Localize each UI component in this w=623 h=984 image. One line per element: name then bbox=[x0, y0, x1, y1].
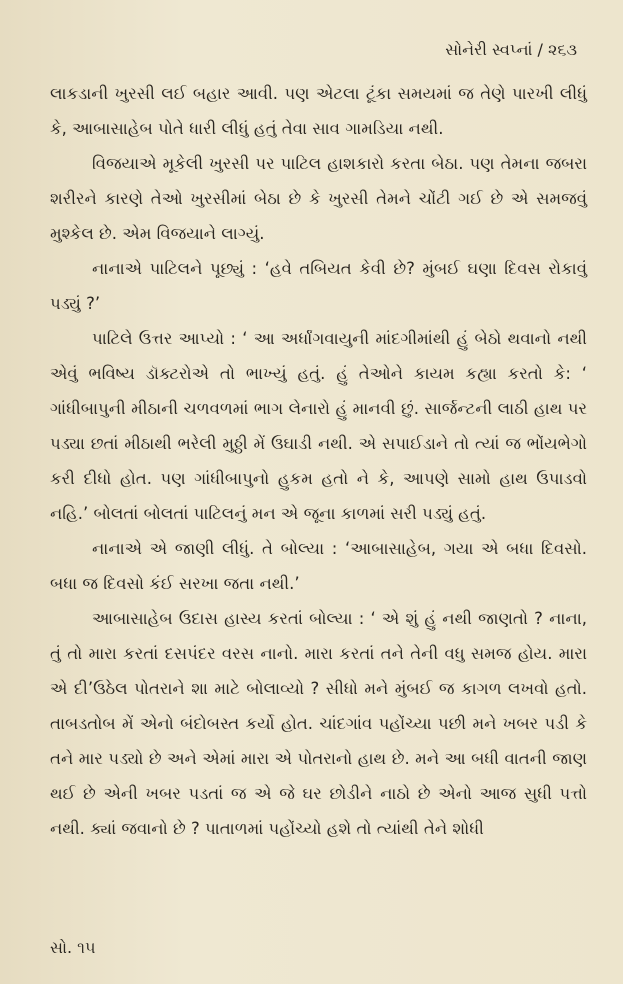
paragraph: પાટિલે ઉત્તર આપ્યો : ‘ આ અર્ધાંગવાયુની માંદગીમાંથી હું બેઠો થવાનો નથી એવું ભવિષ્ય ડૉક્ટરોએ તો ભાખ્યું હતું. હું તેઓને કાયમ કહ્યા કરતો કે: ‘ ગાંધીબાપુની મીઠાની ચળવળમાં ભાગ લેનારો હું માનવી છું. સાર્જન્ટની લાઠી હાથ પર પડ્યા છતાં મીઠાથી ભરેલી મુઠ્ઠી મેં ઉઘાડી નથી. એ સપાઈડાને તો ત્યાં જ ભોંયભેગો કરી દીધો હોત. પણ ગાંધીબાપુનો હુકમ હતો ને કે, આપણે સામો હાથ ઉપાડવો નહિ.’ બોલતાં બોલતાં પાટિલનું મન એ જૂના કાળમાં સરી પડ્યું હતું. bbox=[50, 329, 587, 523]
running-header: સોનેરી સ્વપ્નાં / ૨૬૩ bbox=[445, 40, 577, 59]
paragraph: નાનાએ પાટિલને પૂછ્યું : ‘હવે તબિયત કેવી છે? મુંબઈ ઘણા દિવસ રોકાવું પડ્યું ?’ bbox=[50, 259, 587, 313]
body-text bbox=[50, 76, 587, 846]
paragraph: આબાસાહેબ ઉદાસ હાસ્ય કરતાં બોલ્યા : ‘ એ શું હું નથી જાણતો ? નાના, તું તો મારા કરતાં દસપંદર વરસ નાનો. મારા કરતાં તને તેની વધુ સમજ હોય. મારા એ દી’ઉઠેલ પોતરાને શા માટે બોલાવ્યો ? સીધો મને મુંબઈ જ કાગળ લખવો હતો. તાબડતોબ મેં એનો બંદોબસ્ત કર્યો હોત. ચાંદગાંવ પહોંચ્યા પછી મને ખબર પડી કે તને માર પડ્યો છે અને એમાં મારા એ પોતરાનો હાથ છે. મને આ બધી વાતની જાણ થઈ છે એની ખબર પડતાં જ એ જે ઘર છોડીને નાઠો છે એનો આજ સુધી પત્તો નથી. ક્યાં જવાનો છે ? પાતાળમાં પહોંચ્યો હશે તો ત્યાંથી તેને શોધી bbox=[50, 609, 587, 838]
paragraph: વિજયાએ મૂકેલી ખુરસી પર પાટિલ હાશકારો કરતા બેઠા. પણ તેમના જબરા શરીરને કારણે તેઓ ખુરસીમાં બેઠા છે કે ખુરસી તેમને ચોંટી ગઈ છે એ સમજવું મુશ્કેલ છે. એમ વિજયાને લાગ્યું. bbox=[50, 154, 587, 243]
signature-mark: સો. ૧૫ bbox=[50, 938, 96, 957]
paragraph: નાનાએ એ જાણી લીધું. તે બોલ્યા : ‘આબાસાહેબ, ગયા એ બધા દિવસો. બધા જ દિવસો કંઈ સરખા જતા નથી.’ bbox=[50, 539, 587, 593]
paragraph: લાકડાની ખુરસી લઈ બહાર આવી. પણ એટલા ટૂંકા સમયમાં જ તેણે પારખી લીધું કે, આબાસાહેબ પોતે ધારી લીધું હતું તેવા સાવ ગામડિયા નથી. bbox=[50, 84, 587, 138]
